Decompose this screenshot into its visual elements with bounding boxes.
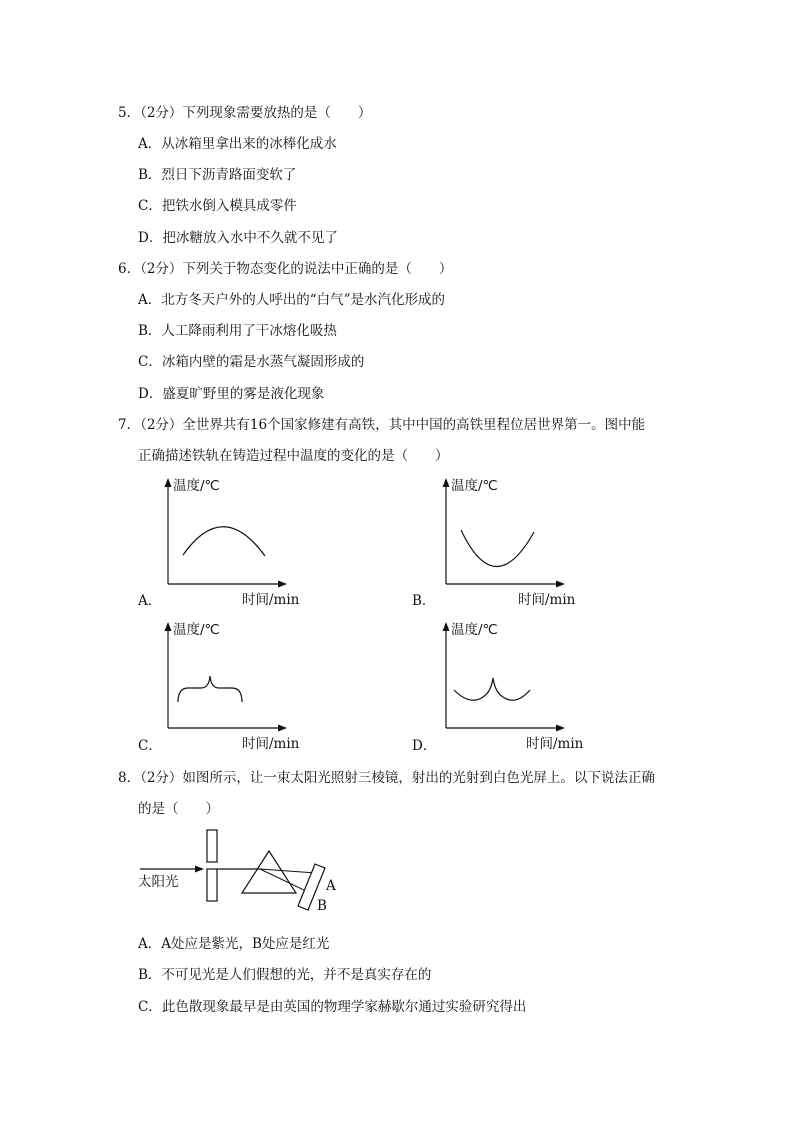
q7-graph-d (428, 618, 608, 758)
x-axis-label: 时间/min (526, 736, 584, 752)
dispersed-ray-a (260, 869, 316, 873)
x-axis-label: 时间/min (242, 592, 300, 608)
y-axis-label: 温度/℃ (173, 478, 220, 494)
x-axis-arrow (278, 581, 287, 588)
x-axis-arrow (278, 725, 287, 732)
q8-option-c: C．此色散现象最早是由英国的物理学家赫歇尔通过实验研究得出 (138, 999, 527, 1015)
q5-stem: 5．（2分）下列现象需要放热的是（ ） (118, 105, 372, 121)
x-axis-label: 时间/min (242, 736, 300, 752)
q6-option-d: D．盛夏旷野里的雾是液化现象 (138, 386, 325, 402)
q7-graph-a (150, 474, 330, 614)
y-axis-label: 温度/℃ (451, 622, 498, 638)
y-axis-arrow (165, 622, 172, 631)
sunlight-label: 太阳光 (138, 874, 179, 890)
q6-option-b: B．人工降雨利用了干冰熔化吸热 (138, 323, 337, 339)
curve-hill (183, 527, 265, 556)
q6-option-a: A．北方冬天户外的人呼出的“白气”是水汽化形成的 (138, 292, 446, 308)
curve-valley-peak (454, 678, 530, 700)
q7-graph-b (428, 474, 608, 614)
q7-graph-c-option: C． (138, 738, 162, 754)
q5-option-a: A．从冰箱里拿出来的冰棒化成水 (138, 136, 337, 152)
dispersed-ray-b (260, 869, 308, 892)
q8-stem-line1: 8．（2分）如图所示，让一束太阳光照射三棱镜，射出的光射到白色光屏上。以下说法正确 (118, 770, 655, 786)
curve-valley (461, 530, 534, 567)
y-axis-arrow (443, 622, 450, 631)
x-axis-label: 时间/min (518, 592, 576, 608)
q6-stem: 6．（2分）下列关于物态变化的说法中正确的是（ ） (118, 261, 453, 277)
y-axis-arrow (165, 478, 172, 487)
q5-option-b: B．烈日下沥青路面变软了 (138, 167, 297, 183)
curve-plateau-peak (178, 676, 242, 702)
point-a-label: A (326, 878, 336, 894)
x-axis-arrow (556, 725, 565, 732)
q8-option-b: B．不可见光是人们假想的光，并不是真实存在的 (138, 967, 432, 983)
light-arrow-icon (195, 866, 204, 873)
q7-stem-line2: 正确描述铁轨在铸造过程中温度的变化的是（ ） (138, 448, 449, 464)
prism-diagram (130, 824, 350, 924)
q8-stem-line2: 的是（ ） (138, 801, 219, 817)
q7-graph-c (150, 618, 330, 758)
y-axis-label: 温度/℃ (451, 478, 498, 494)
q5-option-c: C．把铁水倒入模具成零件 (138, 198, 297, 214)
prism (242, 851, 296, 893)
slit-lower (207, 869, 217, 901)
q5-option-d: D．把冰糖放入水中不久就不见了 (138, 230, 338, 246)
q7-graph-d-option: D． (412, 738, 437, 754)
q7-graph-b-option: B． (412, 593, 436, 609)
q7-graph-a-option: A． (138, 593, 162, 609)
x-axis-arrow (556, 581, 565, 588)
y-axis-label: 温度/℃ (173, 622, 220, 638)
slit-upper (207, 830, 217, 862)
q8-option-a: A．A处应是紫光，B处应是红光 (138, 936, 330, 952)
q7-stem-line1: 7．（2分）全世界共有16个国家修建有高铁，其中中国的高铁里程位居世界第一。图中能 (118, 417, 646, 433)
y-axis-arrow (443, 478, 450, 487)
q6-option-c: C．冰箱内壁的霜是水蒸气凝固形成的 (138, 354, 365, 370)
point-b-label: B (317, 898, 327, 914)
